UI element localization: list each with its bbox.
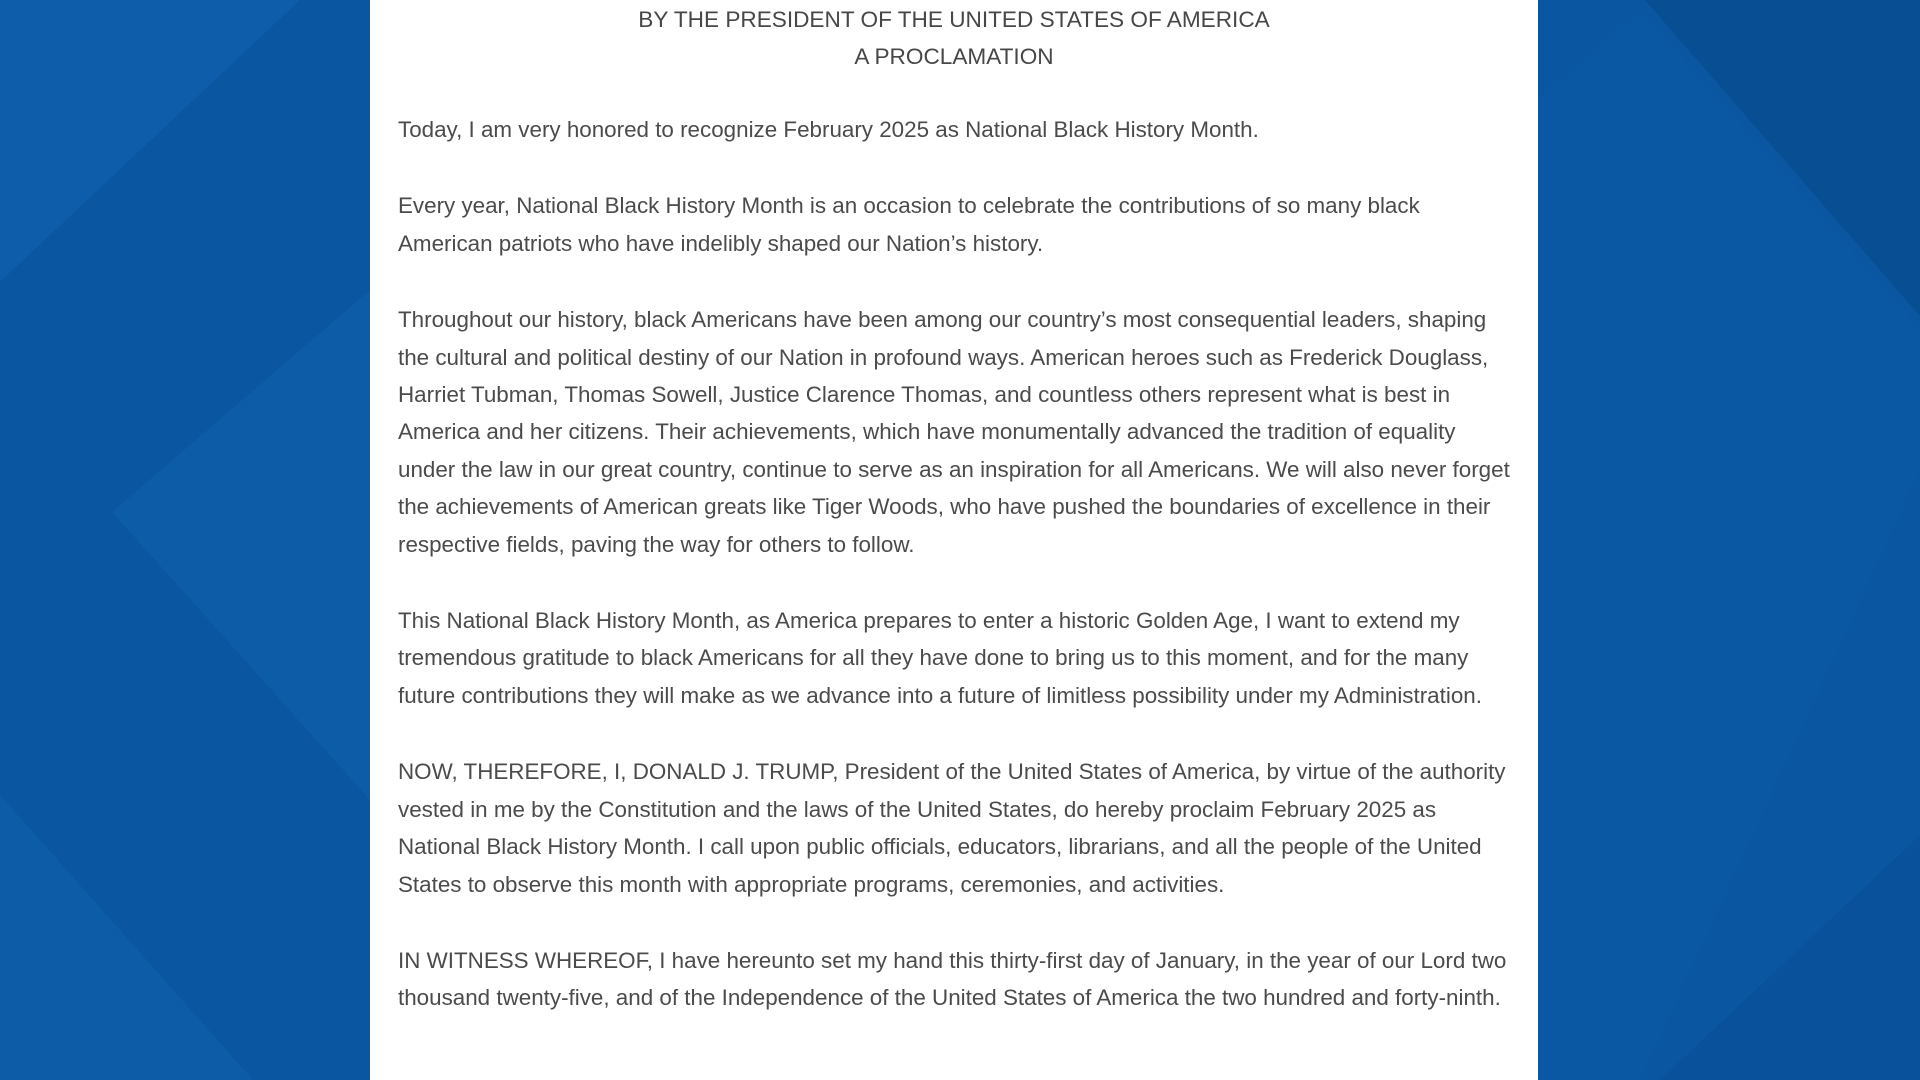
document-header: [398, 1, 1510, 75]
header-a-proclamation: A PROCLAMATION: [854, 44, 1054, 69]
paragraph-in-witness-whereof: IN WITNESS WHEREOF, I have hereunto set my hand this thirty-first day of January, in the year of our Lord two thousand twenty-five, and of the Independence of the United States of America the two hundred and forty-ninth.: [398, 947, 1507, 1011]
paragraph-golden-age: This National Black History Month, as America prepares to enter a historic Golden Age, I want to extend my tremendous gratitude to black Americans for all they have done to bring us to this moment, and for the many future contributions they will make as we advance into a future of limitless possibility under my Administration.: [398, 608, 1482, 708]
paragraph-recognition: Today, I am very honored to recognize February 2025 as National Black History Month.: [398, 117, 1259, 142]
paragraph-now-therefore: NOW, THEREFORE, I, DONALD J. TRUMP, President of the United States of America, by virtue of the authority vested in me by the Constitution and the laws of the United States, do hereby proclaim February 2025 as National Black History Month. I call upon public officials, educators, librarians, and all the people of the United States to observe this month with appropriate programs, ceremonies, and activities.: [398, 759, 1506, 897]
paragraph-every-year: Every year, National Black History Month is an occasion to celebrate the contributions of so many black American patriots who have indelibly shaped our Nation’s history.: [398, 193, 1420, 256]
header-by-the-president: BY THE PRESIDENT OF THE UNITED STATES OF AMERICA: [638, 7, 1270, 32]
document-content: [370, 0, 1538, 1017]
document-panel: [370, 0, 1538, 1080]
paragraph-throughout-history: Throughout our history, black Americans have been among our country’s most consequential leaders, shaping the cultural and political destiny of our Nation in profound ways. American heroes such as Frederick Douglass, Harriet Tubman, Thomas Sowell, Justice Clarence Thomas, and countless others represent what is best in America and her citizens. Their achievements, which have monumentally advanced the tradition of equality under the law in our great country, continue to serve as an inspiration for all Americans. We will also never forget the achievements of American greats like Tiger Woods, who have pushed the boundaries of excellence in their respective fields, paving the way for others to follow.: [398, 307, 1510, 557]
